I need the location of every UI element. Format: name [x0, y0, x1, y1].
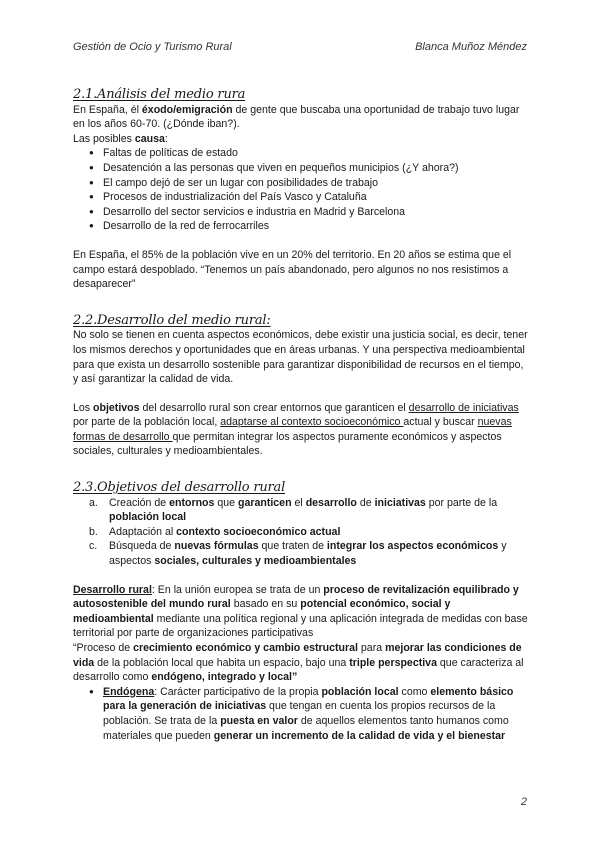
section-title-2-2: 2.2.Desarrollo del medio rural:: [73, 312, 271, 328]
objectives-list: [73, 496, 528, 569]
document-body: [73, 88, 528, 743]
page-number: 2: [520, 796, 527, 808]
list-item: b. Adaptación al contexto socioeconómico actual: [89, 525, 341, 538]
list-item: ● Procesos de industrialización del País Vasco y Cataluña: [73, 190, 528, 205]
paragraph-quote: “Proceso de crecimiento económico y cambio estructural para mejorar las condiciones de vida de la población local que habita un espacio, bajo una triple perspectiva que caracteriza al desarrollo como endógeno, integrado y local”: [73, 642, 524, 684]
paragraph-objectives: Los objetivos del desarrollo rural son crear entornos que garanticen el desarrollo de iniciativas por parte de la población local, adaptarse al contexto socioeconómico actual y buscar nuevas formas de desarrollo que permitan integrar los aspectos puramente económicos y aspectos sociales, culturales y medioambientales.: [73, 401, 519, 458]
paragraph-population: En España, el 85% de la población vive en un 20% del territorio. En 20 años se estima que el campo estará despoblado. “Tenemos un país abandonado, pero algunos no nos resistimos a desaparecer”: [73, 248, 512, 291]
list-item: ● Endógena: Carácter participativo de la propia población local como elemento básico para la generación de iniciativas que tengan en cuenta los propios recursos de la población. Se trata de la puesta en valor de aquellos elementos tanto humanos como materiales que pueden generar un incremento de la calidad de vida y el bienestar: [73, 685, 528, 743]
header-author: Blanca Muñoz Méndez: [415, 41, 527, 53]
section-title-2-3: 2.3.Objetivos del desarrollo rural: [73, 480, 286, 496]
paragraph-definition: Desarrollo rural: En la unión europea se trata de un proceso de revitalización equilibrado y autosostenible del mundo rural basado en su potencial económico, social y medioambiental mediante una política regional y una aplicación integrada de medidas con base territorial por parte de organizaciones participativas: [73, 583, 528, 640]
paragraph-justice: No solo se tienen en cuenta aspectos económicos, debe existir una justicia social, es decir, tener los mismos derechos y oportunidades que en áreas urbanas. Y una perspectiva medioambiental para que exista un desarrollo sostenible para garantizar disponibilidad de recursos en el tiempo, y así garantizar la calidad de vida.: [73, 329, 528, 386]
list-item: c. Búsqueda de nuevas fórmulas que traten de integrar los aspectos económicos y aspectos sociales, culturales y medioambientales: [89, 540, 507, 568]
header-course-title: Gestión de Ocio y Turismo Rural: [73, 41, 232, 53]
section-title-2-1: 2.1.Análisis del medio rura: [73, 87, 246, 102]
paragraph-exodus: En España, él éxodo/emigración de gente que buscaba una oportunidad de trabajo tuvo lugar en los años 60-70. (¿Dónde iban?).: [73, 103, 520, 131]
list-item: a. Creación de entornos que garanticen el desarrollo de iniciativas por parte de la población local: [89, 496, 498, 524]
list-item: ● Desarrollo de la red de ferrocarriles: [73, 219, 528, 234]
causes-list: [73, 146, 528, 234]
list-item: ● El campo dejó de ser un lugar con posibilidades de trabajo: [73, 176, 528, 191]
list-item: ● Desatención a las personas que viven en pequeños municipios (¿Y ahora?): [73, 161, 528, 176]
list-item: ● Desarrollo del sector servicios e industria en Madrid y Barcelona: [73, 205, 528, 220]
endogenous-list: [73, 685, 528, 743]
paragraph-causes-intro: Las posibles causa:: [73, 132, 168, 145]
list-item: ● Faltas de políticas de estado: [73, 146, 528, 161]
